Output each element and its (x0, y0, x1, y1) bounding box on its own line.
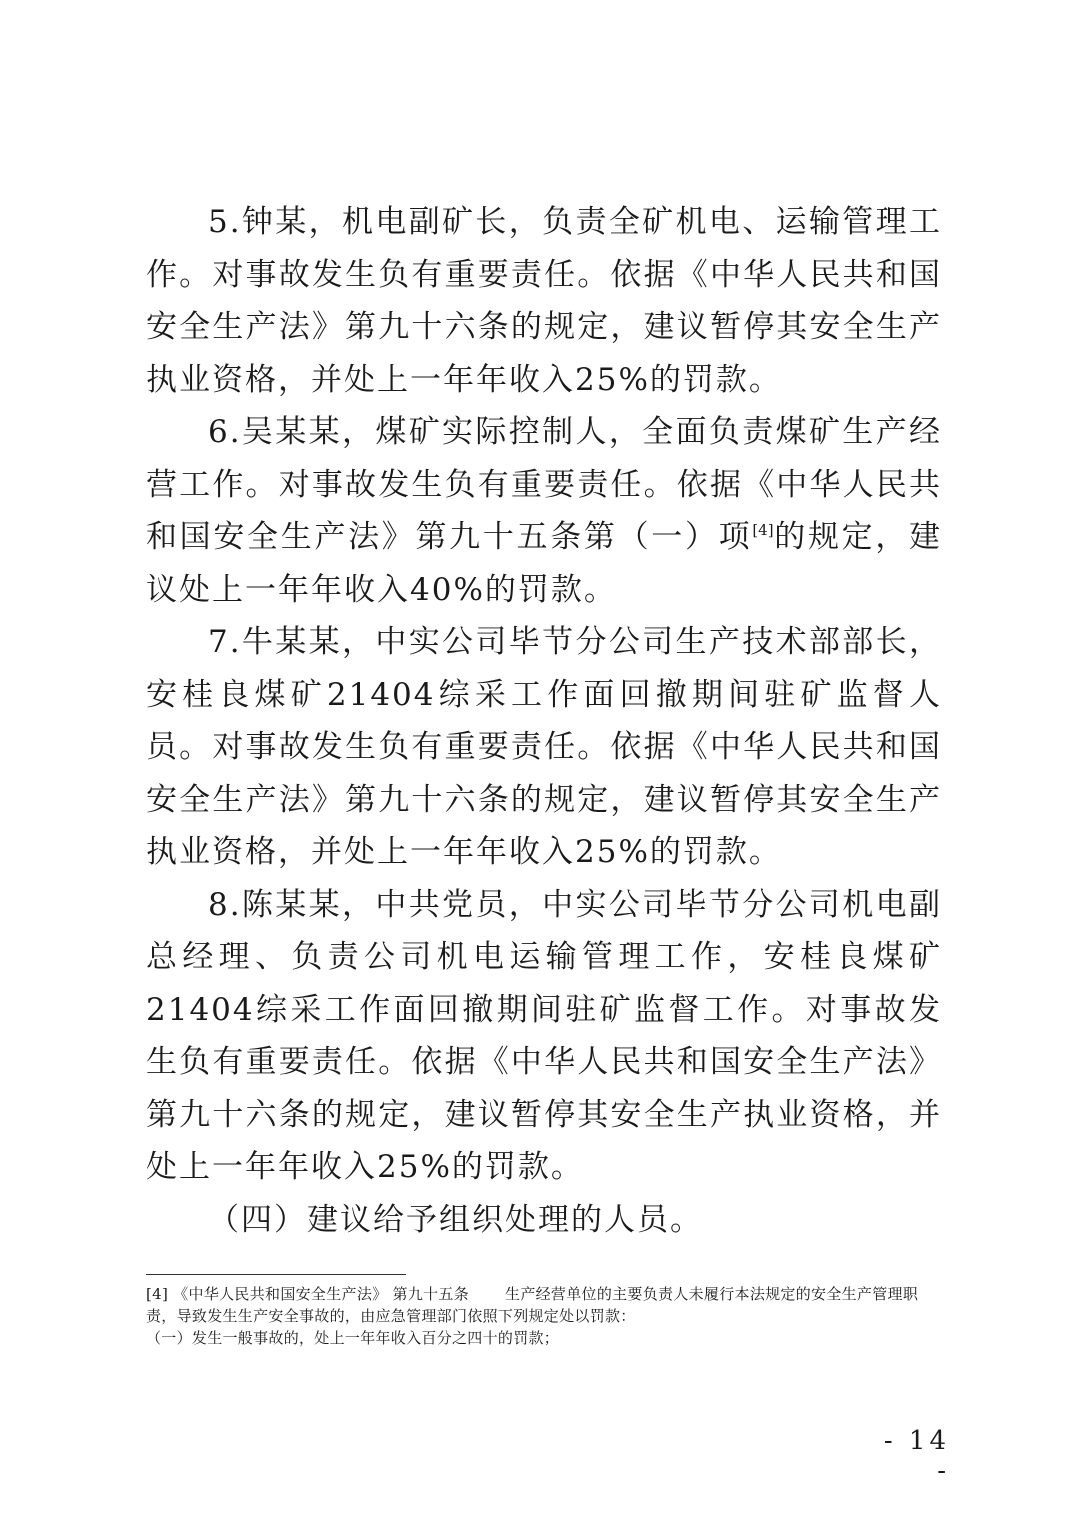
paragraph-item-7: 7.牛某某，中实公司毕节分公司生产技术部部长，安桂良煤矿21404综采工作面回撤期间驻矿监督人员。对事故发生负有重要责任。依据《中华人民共和国安全生产法》第九十六条的规定，建议暂停其安全生产执业资格，并处上一年年收入25%的罚款。 (146, 624, 942, 870)
document-body (146, 196, 942, 1246)
paragraph-item-5: 5.钟某，机电副矿长，负责全矿机电、运输管理工作。对事故发生负有重要责任。依据《中华人民共和国安全生产法》第九十六条的规定，建议暂停其安全生产执业资格，并处上一年年收入25%的罚款。 (146, 204, 942, 398)
paragraph-item-8: 8.陈某某，中共党员，中实公司毕节分公司机电副总经理、负责公司机电运输管理工作，安桂良煤矿21404综采工作面回撤期间驻矿监督工作。对事故发生负有重要责任。依据《中华人民共和国安全生产法》第九十六条的规定，建议暂停其安全生产执业资格，并处上一年年收入25%的罚款。 (146, 886, 942, 1185)
footnote-line-1 (146, 1283, 942, 1327)
footnote-line-2: （一）发生一般事故的，处上一年年收入百分之四十的罚款； (146, 1329, 560, 1347)
footnote-article: 第九十五条 (392, 1285, 470, 1303)
footnote-ref: [4] (146, 1285, 169, 1303)
footnote-law-title: 《中华人民共和国安全生产法》 (173, 1285, 388, 1303)
footnote-reference[interactable]: [4] (752, 521, 774, 539)
paragraph-item-6-tail: 的规定，建议处上一年年收入40%的罚款。 (146, 519, 943, 608)
paragraph-item-6-text: 6.吴某某，煤矿实际控制人，全面负责煤矿生产经营工作。对事故发生负有重要责任。依据《中华人民共和国安全生产法》第九十五条第（一）项 (146, 414, 942, 555)
footnote (146, 1283, 942, 1349)
section-heading-4: （四）建议给予组织处理的人员。 (208, 1201, 703, 1238)
paragraph-item-6 (146, 406, 942, 616)
page-number: - 14 - (883, 1426, 950, 1486)
footnote-divider (146, 1274, 406, 1275)
footnote-text: 生产经营单位的主要负责人未履行本法规定的安全生产管理职责，导致发生生产安全事故的，由应急管理部门依照下列规定处以罚款： (146, 1285, 919, 1325)
